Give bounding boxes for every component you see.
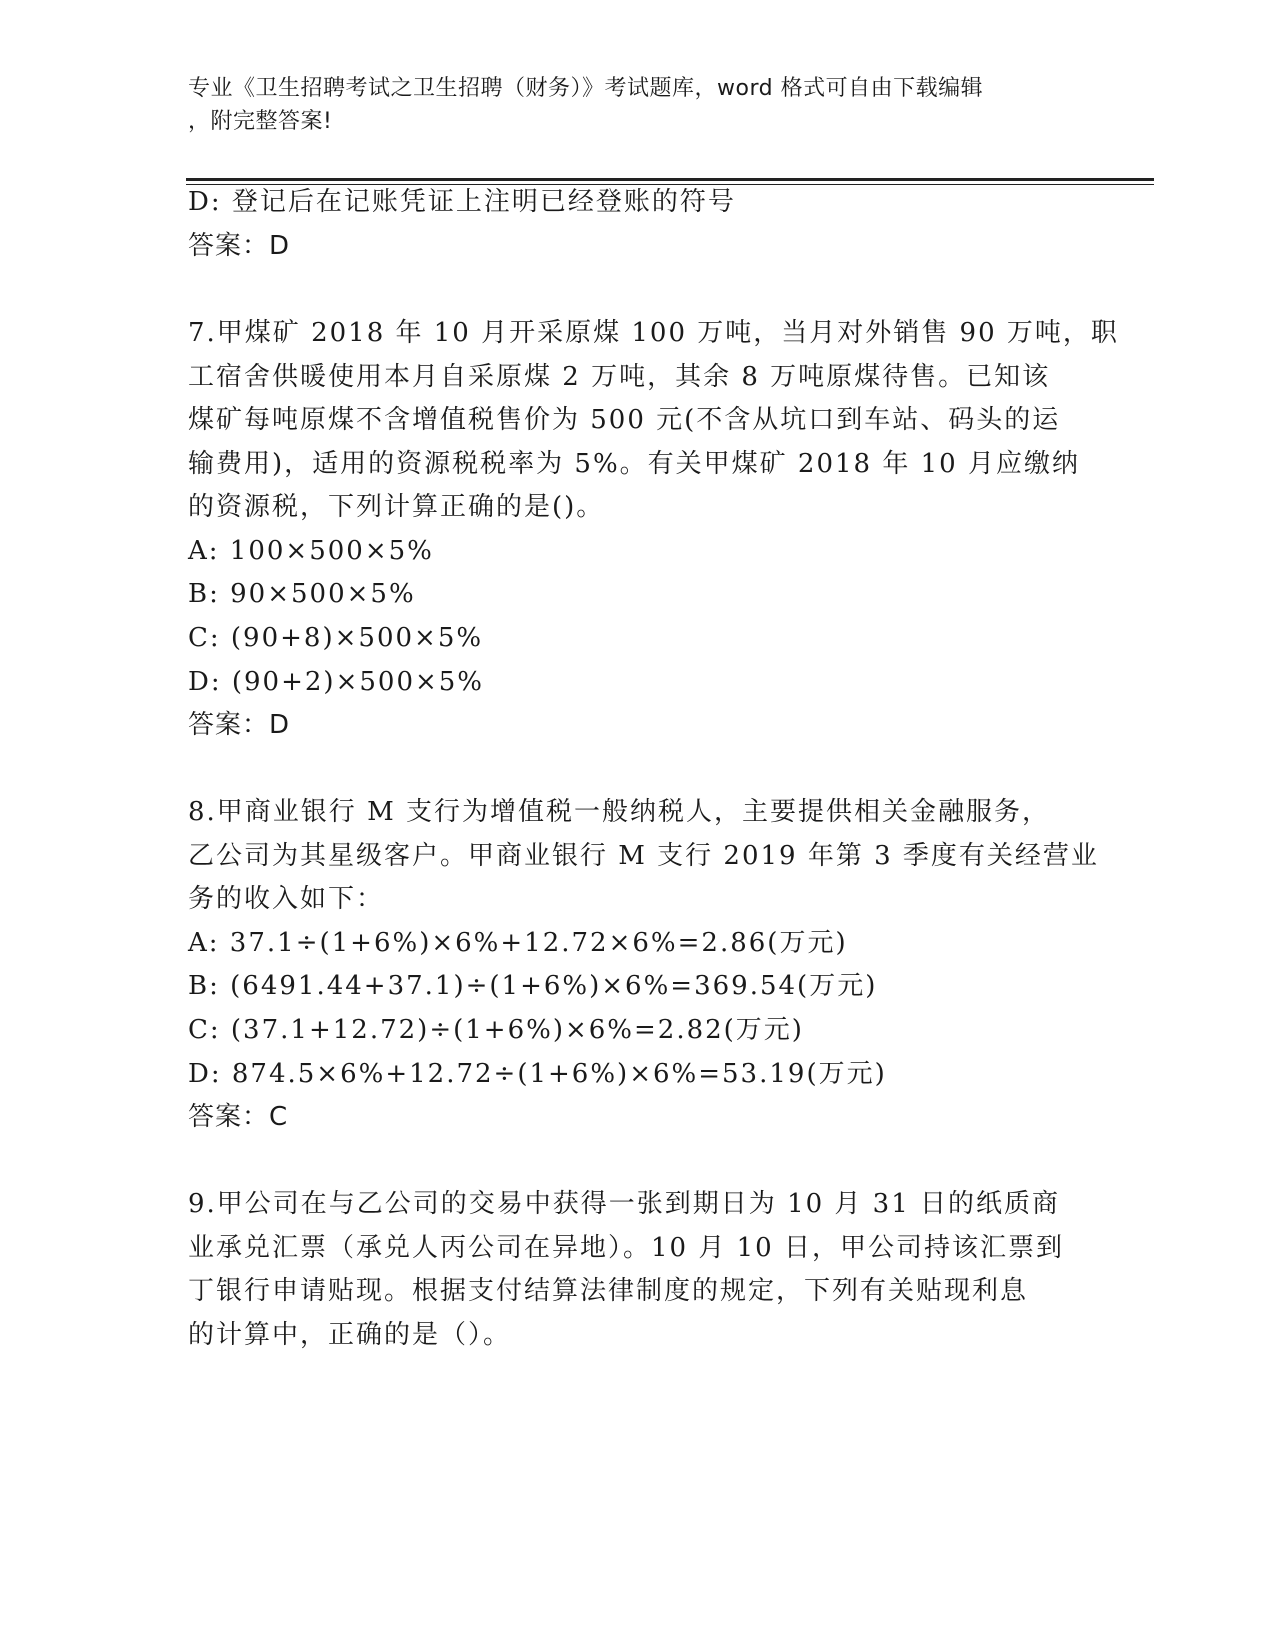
q9-text-line-1: 9.甲公司在与乙公司的交易中获得一张到期日为 10 月 31 日的纸质商 xyxy=(188,1189,1061,1219)
q9-text-line-4: 的计算中，正确的是（）。 xyxy=(188,1320,512,1350)
q9-text-line-3: 丁银行申请贴现。根据支付结算法律制度的规定，下列有关贴现利息 xyxy=(188,1276,1029,1306)
q7-text-line-2: 工宿舍供暖使用本月自采原煤 2 万吨，其余 8 万吨原煤待售。已知该 xyxy=(188,362,1051,392)
q7-text-line-4: 输费用)，适用的资源税税率为 5%。有关甲煤矿 2018 年 10 月应缴纳 xyxy=(188,449,1080,479)
q8-text-line-2: 乙公司为其星级客户。甲商业银行 M 支行 2019 年第 3 季度有关经营业 xyxy=(188,841,1099,871)
q7-option-c: C: (90+8)×500×5% xyxy=(188,623,484,653)
q8-text-line-1: 8.甲商业银行 M 支行为增值税一般纳税人，主要提供相关金融服务， xyxy=(188,797,1050,827)
q8-text-line-3: 务的收入如下： xyxy=(188,884,385,914)
q7-option-d: D: (90+2)×500×5% xyxy=(188,667,485,697)
q8-option-d: D: 874.5×6%+12.72÷(1+6%)×6%=53.19(万元) xyxy=(188,1059,887,1089)
q7-option-a: A: 100×500×5% xyxy=(188,536,434,566)
header-line-2: ，附完整答案! xyxy=(188,109,333,134)
q8-option-b: B: (6491.44+37.1)÷(1+6%)×6%=369.54(万元) xyxy=(188,971,878,1001)
q8-option-a: A: 37.1÷(1+6%)×6%+12.72×6%=2.86(万元) xyxy=(188,928,848,958)
q7-answer: 答案：D xyxy=(188,710,291,740)
header-line-1: 专业《卫生招聘考试之卫生招聘（财务）》考试题库，word 格式可自由下载编辑 xyxy=(188,76,984,101)
q8-answer: 答案：C xyxy=(188,1102,289,1132)
q9-text-line-2: 业承兑汇票（承兑人丙公司在异地）。10 月 10 日，甲公司持该汇票到 xyxy=(188,1233,1064,1263)
header-rule-thick xyxy=(186,178,1154,181)
q7-option-b: B: 90×500×5% xyxy=(188,579,416,609)
q7-text-line-3: 煤矿每吨原煤不含增值税售价为 500 元(不含从坑口到车站、码头的运 xyxy=(188,405,1061,435)
document-header xyxy=(188,72,1088,138)
q6-option-d: D: 登记后在记账凭证上注明已经登账的符号 xyxy=(188,187,736,217)
q7-text-line-5: 的资源税，下列计算正确的是()。 xyxy=(188,492,605,522)
q8-option-c: C: (37.1+12.72)÷(1+6%)×6%=2.82(万元) xyxy=(188,1015,804,1045)
q6-answer: 答案：D xyxy=(188,231,291,261)
header-rule-thin xyxy=(186,184,1154,185)
q7-text-line-1: 7.甲煤矿 2018 年 10 月开采原煤 100 万吨，当月对外销售 90 万吨，职 xyxy=(188,318,1119,348)
